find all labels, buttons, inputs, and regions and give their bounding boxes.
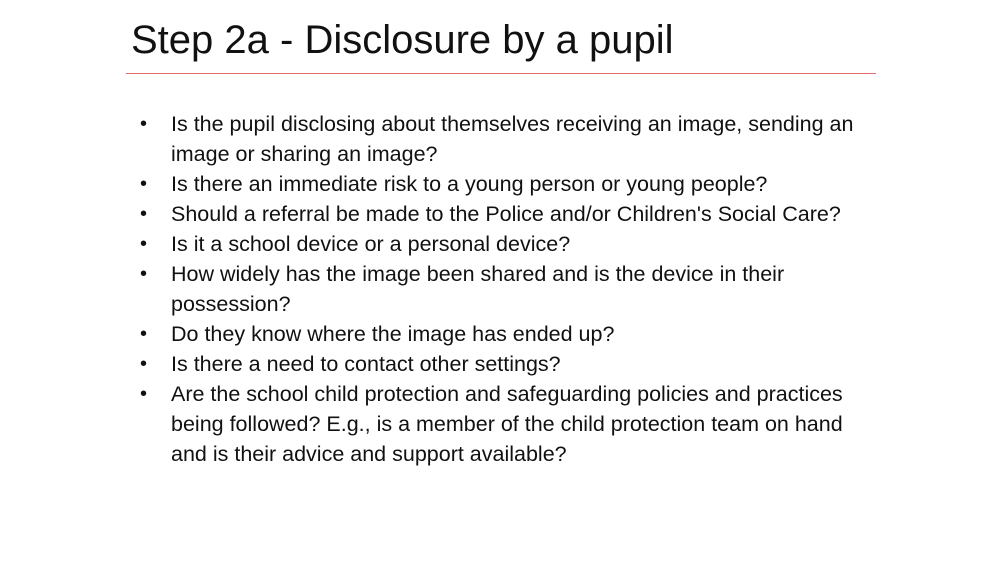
bullet-item <box>136 229 856 259</box>
bullet-text: Is there a need to contact other settings? <box>171 352 561 376</box>
bullet-icon: • <box>140 113 148 135</box>
bullet-text: Should a referral be made to the Police and/or Children's Social Care? <box>171 202 841 226</box>
bullet-icon: • <box>140 263 148 285</box>
bullet-icon: • <box>140 233 148 255</box>
bullet-item <box>136 109 856 169</box>
bullet-text: How widely has the image been shared and is the device in their possession? <box>171 262 785 316</box>
bullet-text: Is the pupil disclosing about themselves receiving an image, sending an image or sharing an image? <box>171 112 854 166</box>
bullet-icon: • <box>140 323 148 345</box>
bullet-icon: • <box>140 353 148 375</box>
bullet-item <box>136 319 856 349</box>
bullet-text: Is there an immediate risk to a young person or young people? <box>171 172 768 196</box>
bullet-icon: • <box>140 203 148 225</box>
bullet-icon: • <box>140 383 148 405</box>
title-divider <box>126 73 876 74</box>
bullet-item <box>136 259 856 319</box>
bullet-item <box>136 379 856 469</box>
bullet-text: Is it a school device or a personal device? <box>171 232 571 256</box>
bullet-list <box>136 109 856 469</box>
bullet-item <box>136 349 856 379</box>
bullet-icon: • <box>140 173 148 195</box>
bullet-item <box>136 199 856 229</box>
bullet-text: Are the school child protection and safeguarding policies and practices being followed? E.g., is a member of the child protection team on hand and is their advice and support available? <box>171 382 843 466</box>
bullet-item <box>136 169 856 199</box>
bullet-text: Do they know where the image has ended up? <box>171 322 615 346</box>
slide-title: Step 2a - Disclosure by a pupil <box>131 18 674 62</box>
